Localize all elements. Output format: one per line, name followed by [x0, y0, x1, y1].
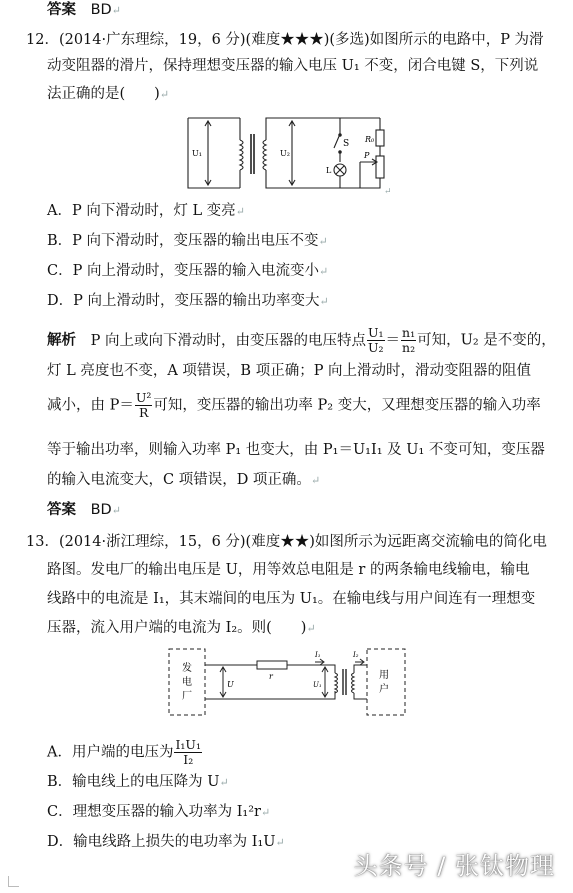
para-mark: ↵	[111, 4, 121, 17]
frac-numerator: n₁	[402, 325, 416, 340]
q12-line-1	[26, 30, 544, 50]
label-i1: I₁	[315, 651, 321, 659]
q12-option-b	[47, 231, 328, 252]
analysis-text-1a: P 向上或向下滑动时，由变压器的电压特点	[90, 332, 366, 349]
analysis-text-3a: 减小，由 P＝	[47, 397, 134, 414]
para-mark: ↵	[318, 235, 328, 248]
para-mark: ↵	[306, 622, 316, 635]
para-mark: ↵	[275, 836, 285, 849]
user-label-1: 用	[379, 670, 389, 681]
q12-analysis-line-5	[47, 470, 320, 491]
q12-answer	[47, 500, 121, 521]
answer-value: BD	[90, 502, 112, 518]
label-i2: I₂	[353, 651, 359, 659]
q12-option-d-text: D．P 向上滑动时，变压器的输出功率变大	[47, 293, 320, 309]
para-mark: ↵	[111, 504, 121, 517]
para-mark: ↵	[219, 776, 229, 789]
frac-denominator: U₂	[367, 340, 384, 355]
label-u1: U₁	[192, 149, 202, 158]
para-mark: ↵	[261, 806, 271, 819]
q13-circuit-diagram	[165, 645, 415, 721]
frac-numerator: U₁	[367, 325, 384, 340]
q12-option-c-text: C．P 向上滑动时，变压器的输入电流变小	[47, 263, 319, 279]
user-label-2: 户	[379, 684, 389, 695]
q12-analysis-line-3	[47, 391, 541, 420]
frac-numerator: I₁U₁	[175, 737, 201, 752]
q13-option-b-text: B．输电线上的电压降为 U	[47, 774, 220, 790]
label-p: P	[364, 151, 370, 160]
q13-option-d	[47, 832, 285, 853]
analysis-label: 解析	[47, 331, 76, 349]
prev-answer-value: BD	[90, 2, 112, 18]
q12-line-2: 动变阻器的滑片，保持理想变压器的输入电压 U₁ 不变，闭合电键 S，下列说	[47, 58, 539, 74]
q13-line-2: 路图。发电厂的输出电压是 U，用等效总电阻是 r 的两条输电线输电，输电	[47, 562, 530, 578]
q13-option-b	[47, 772, 229, 793]
label-u: U	[227, 680, 234, 689]
q13-number: 13．	[26, 534, 59, 550]
analysis-text-5: 的输入电流变大，C 项错误，D 项正确。	[47, 472, 311, 488]
analysis-text-1b: 可知，U₂ 是不变的，	[417, 332, 556, 349]
q13-line-1	[26, 532, 547, 552]
watermark: 头条号 / 张钛物理	[353, 852, 555, 880]
label-r: r	[269, 672, 273, 681]
plant-label-3: 厂	[182, 691, 192, 702]
frac-numerator: U²	[135, 390, 152, 405]
analysis-text-3b: 可知，变压器的输出功率 P₂ 变大，又理想变压器的输入功率	[153, 397, 541, 414]
fraction-n1-n2	[401, 326, 416, 355]
q12-option-d	[47, 291, 329, 312]
label-s: S	[343, 139, 350, 149]
prev-answer	[47, 0, 121, 21]
q12-option-c	[47, 261, 328, 282]
q12-line-3	[47, 84, 169, 105]
q13-option-a-text: A．用户端的电压为	[47, 744, 174, 761]
label-r0: R₀	[365, 135, 375, 144]
q12-option-b-text: B．P 向下滑动时，变压器的输出电压不变	[47, 233, 319, 249]
fraction-u1-u2	[367, 326, 385, 355]
q12-stem-3: 法正确的是( )	[47, 86, 160, 102]
para-mark: ↵	[159, 88, 170, 101]
q12-stem-1: (2014·广东理综，19，6 分)(难度★★★)(多选)如图所示的电路中，P 为滑	[58, 32, 544, 48]
para-mark: ↵	[319, 295, 329, 308]
label-l: L	[326, 166, 332, 175]
q13-stem-4: 压器，流入用户端的电流为 I₂。则( )	[47, 620, 307, 636]
para-mark: ↵	[235, 205, 245, 218]
q13-line-3: 线路中的电流是 I₁，其末端间的电压为 U₁。在输电线与用户间连有一理想变	[47, 591, 536, 607]
q12-analysis-line-4: 等于输出功率，则输入功率 P₁ 也变大，由 P₁＝U₁I₁ 及 U₁ 不变可知，变压器	[47, 442, 545, 458]
fraction-u2-r	[135, 391, 153, 420]
answer-label: 答案	[47, 501, 76, 518]
page-corner-mark	[8, 876, 19, 887]
q13-stem-1: (2014·浙江理综，15，6 分)(难度★★)如图所示为远距离交流输电的简化电	[58, 534, 547, 550]
frac-denominator: R	[138, 405, 149, 420]
fraction-i1u1-i2	[174, 738, 202, 767]
q12-option-a	[47, 201, 245, 222]
q13-option-c-text: C．理想变压器的输入功率为 I₁²r	[47, 804, 261, 820]
equals: ＝	[385, 332, 401, 349]
para-mark: ↵	[318, 265, 329, 278]
plant-label-1: 发	[182, 663, 192, 674]
q13-line-4	[47, 618, 316, 639]
q12-analysis-line-1	[47, 326, 556, 355]
q13-option-a	[47, 738, 203, 767]
label-u1: U₁	[313, 681, 322, 689]
q12-circuit-diagram	[180, 112, 395, 196]
q13-option-c	[47, 802, 270, 823]
prev-answer-label: 答案	[47, 1, 76, 18]
q12-number: 12．	[26, 32, 59, 48]
para-mark: ↵	[384, 187, 392, 196]
frac-denominator: I₂	[183, 752, 194, 767]
plant-label-2: 电	[182, 677, 192, 688]
q13-option-d-text: D．输电线路上损失的电功率为 I₁U	[47, 834, 276, 850]
frac-denominator: n₂	[402, 340, 416, 355]
para-mark: ↵	[310, 474, 321, 487]
q12-analysis-line-2: 灯 L 亮度也不变，A 项错误，B 项正确；P 向上滑动时，滑动变阻器的阻值	[47, 363, 532, 379]
q12-option-a-text: A．P 向下滑动时，灯 L 变亮	[47, 203, 236, 219]
label-u2: U₂	[280, 149, 290, 158]
